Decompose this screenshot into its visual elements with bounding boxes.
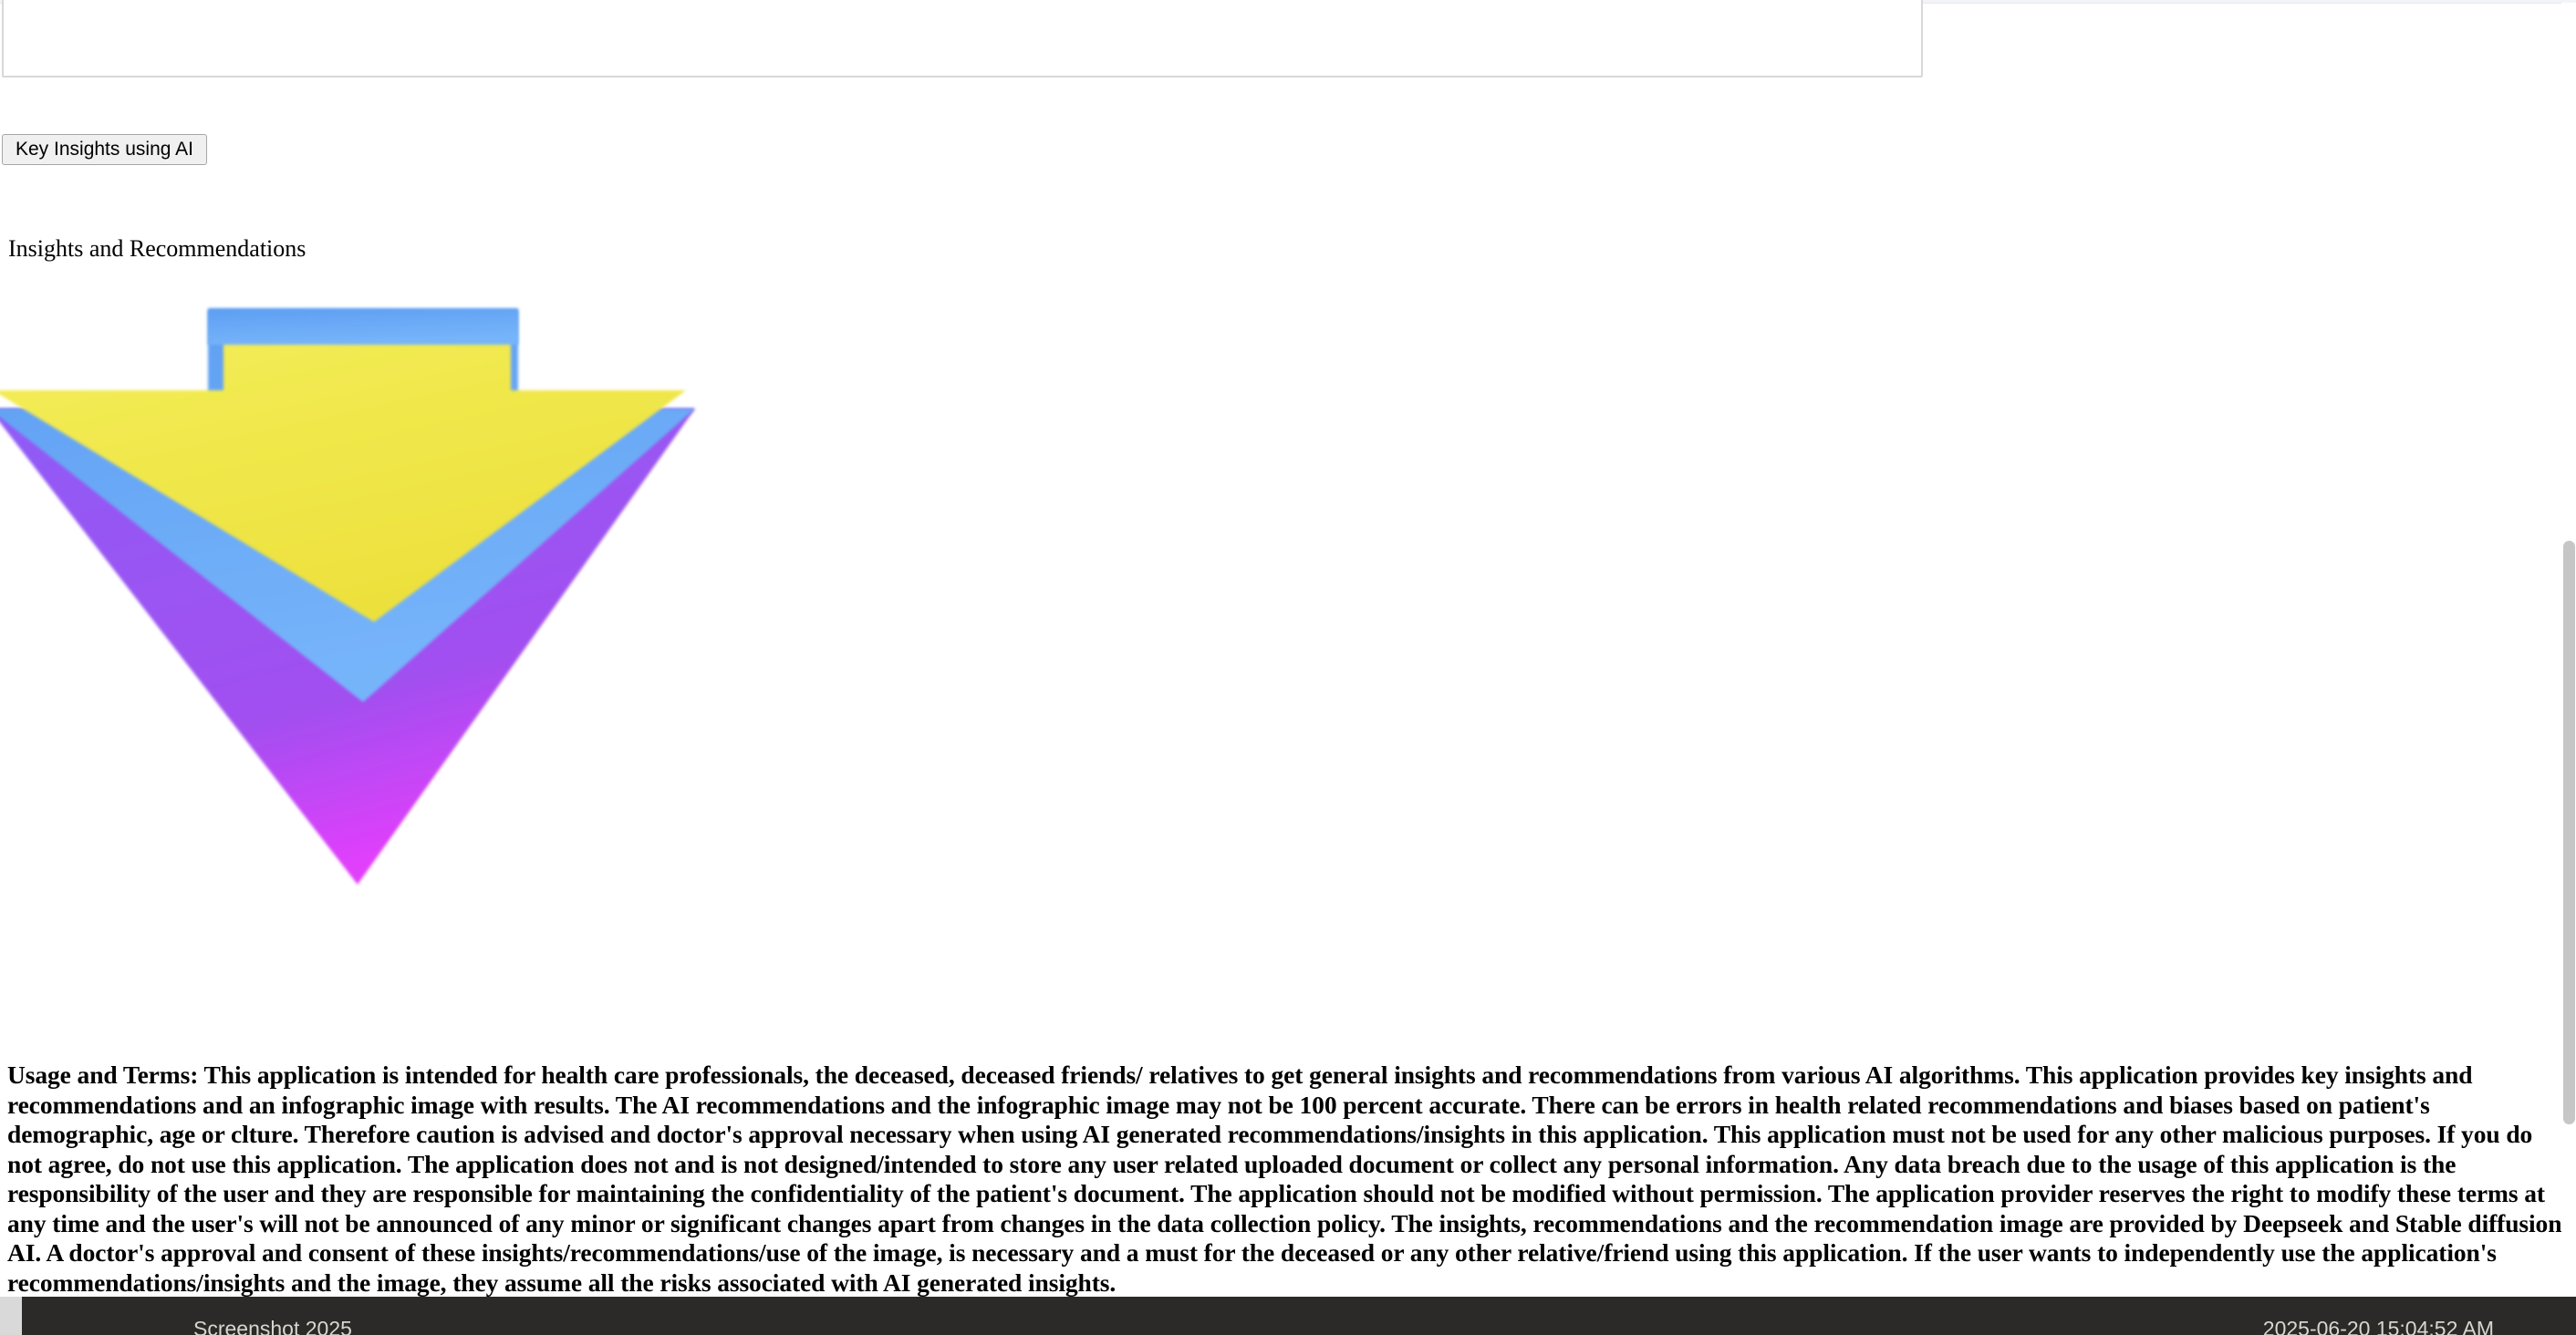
taskbar-clock[interactable]: 2025-06-20 15:04:52 AM: [2262, 1317, 2494, 1335]
os-taskbar[interactable]: [0, 1297, 2576, 1335]
key-insights-using-ai-button[interactable]: Key Insights using AI: [2, 134, 207, 165]
document-text-input[interactable]: [2, 0, 1923, 78]
taskbar-item-screenshot[interactable]: Screenshot 2025: [193, 1317, 352, 1335]
insights-and-recommendations-label: Insights and Recommendations: [8, 235, 306, 262]
page-scrollbar[interactable]: [2561, 3, 2576, 1297]
page-scrollbar-thumb[interactable]: [2563, 541, 2575, 1124]
usage-and-terms-text: Usage and Terms: This application is intended for health care professionals, the deceased, deceased friends/ relatives to get general insights and recommendations from various AI algorithms. This application provides key insights and recommendations and an infographic image with results. The AI recommendations and the infographic image may not be 100 percent accurate. There can be errors in health related recommendations and biases based on patient's demographic, age or clture. Therefore caution is advised and doctor's approval necessary when using AI generated recommendations/insights in this application. This application must not be used for any other malicious purposes. If you do not agree, do not use this application. The application does not and is not designed/intended to store any user related uploaded document or collect any personal information. Any data breach due to the usage of this application is the responsibility of the user and they are responsible for maintaining the confidentiality of the patient's document. The application should not be modified without permission. The application provider reserves the right to modify these terms at any time and the user's will not be announced of any minor or significant changes apart from changes in the data collection policy. The insights, recommendations and the recommendation image are provided by Deepseek and Stable diffusion AI. A doctor's approval and consent of these insights/recommendations/use of the image, is necessary and a must for the deceased or any other relative/friend using this application. If the user wants to independently use the application's recommendations/insights and the image, they assume all the risks associated with AI generated insights.: [7, 1061, 2562, 1297]
taskbar-start-area[interactable]: [0, 1297, 22, 1335]
infographic-image: [0, 301, 712, 1012]
